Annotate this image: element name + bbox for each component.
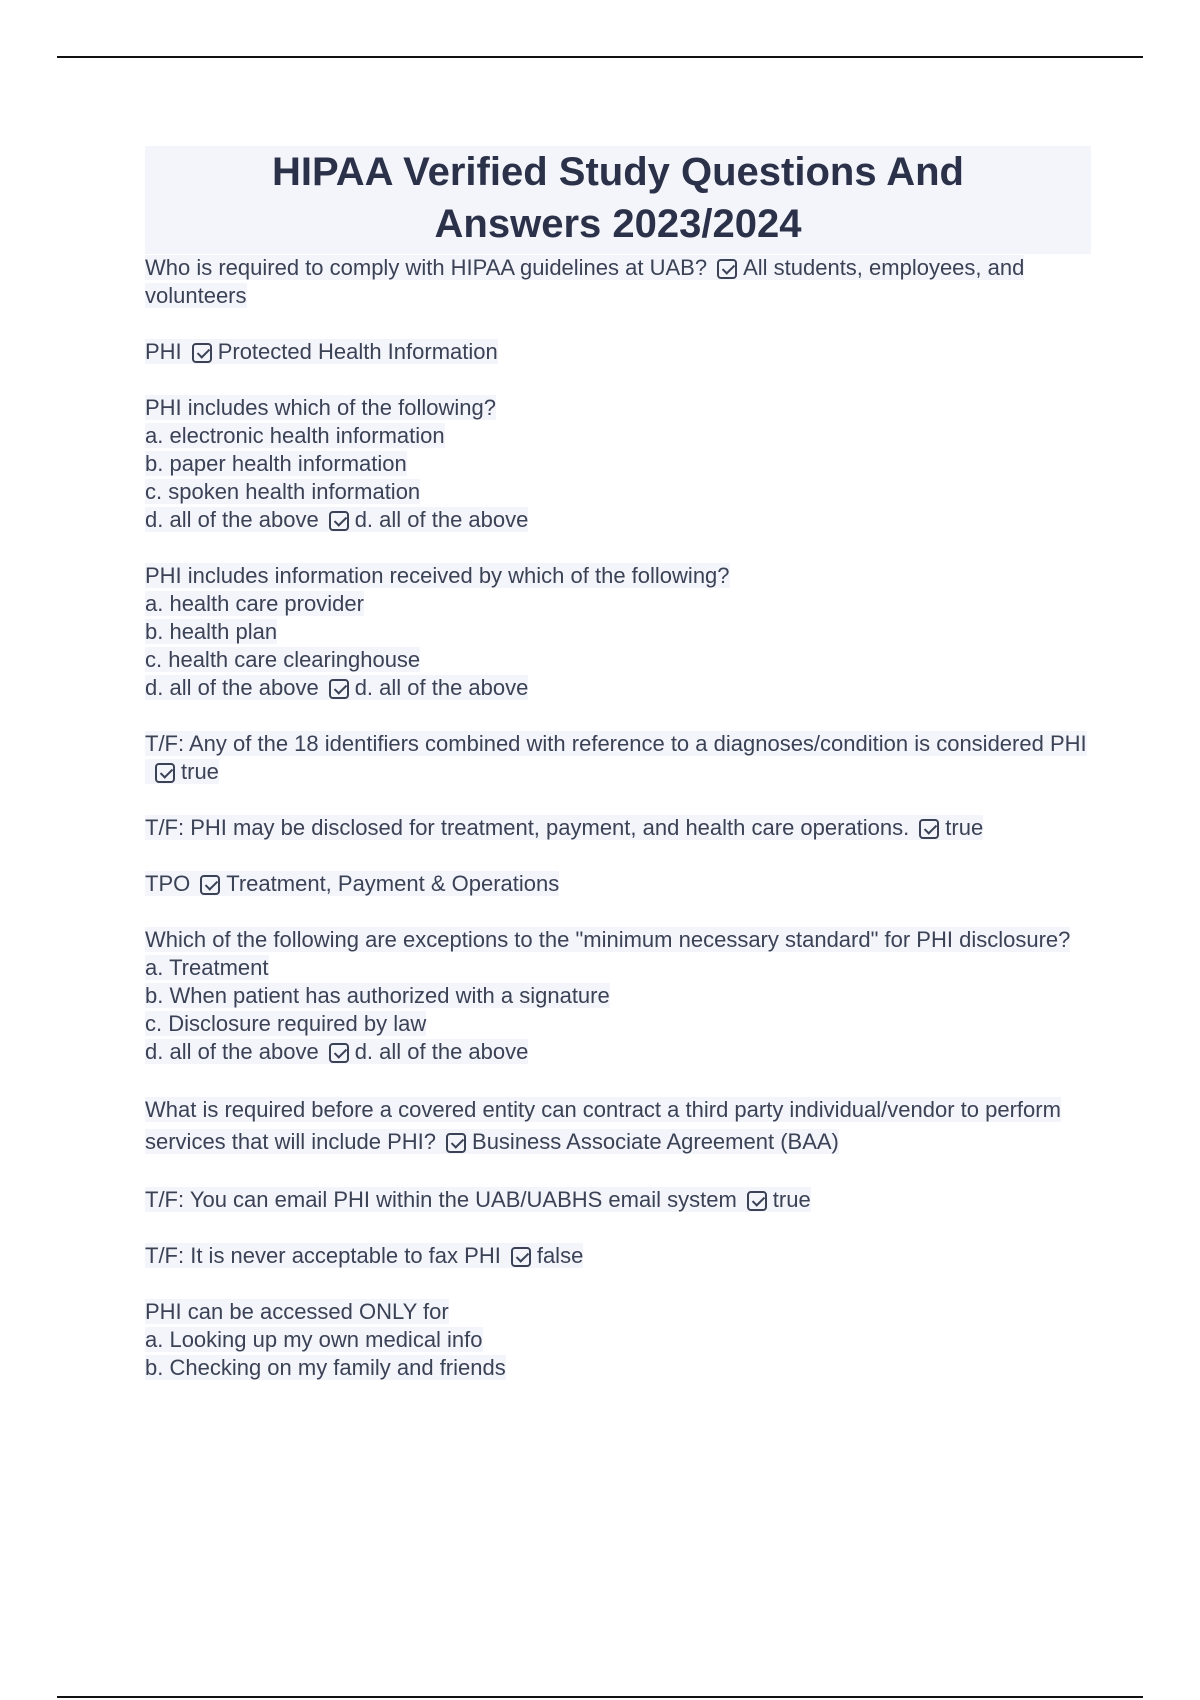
- question-text: PHI includes information received by which of the following?: [145, 563, 730, 588]
- checkbox-checked-icon: [329, 511, 349, 531]
- answer-text: true: [945, 815, 984, 840]
- question-text: T/F: You can email PHI within the UAB/UABHS email system: [145, 1187, 737, 1212]
- checkbox-checked-icon: [329, 1043, 349, 1063]
- checkbox-checked-icon: [192, 343, 212, 363]
- title-line-2: Answers 2023/2024: [434, 202, 802, 246]
- option-text: b. Checking on my family and friends: [145, 1355, 506, 1380]
- option-text: c. spoken health information: [145, 479, 421, 504]
- checkbox-checked-icon: [329, 679, 349, 699]
- answer-text: true: [181, 759, 219, 784]
- question-text: T/F: It is never acceptable to fax PHI: [145, 1243, 501, 1268]
- option-text: d. all of the above: [145, 675, 319, 700]
- checkbox-checked-icon: [155, 763, 175, 783]
- option-text: b. health plan: [145, 619, 278, 644]
- answer-text: false: [536, 1243, 584, 1268]
- qa-item: [145, 254, 1091, 310]
- qa-item: [145, 1298, 1091, 1382]
- qa-item: [145, 338, 1091, 366]
- option-text: a. health care provider: [145, 591, 364, 616]
- option-text: b. When patient has authorized with a signature: [145, 983, 610, 1008]
- question-text: TPO: [145, 871, 191, 896]
- page-bottom-rule: [57, 1696, 1143, 1698]
- option-text: d. all of the above: [145, 507, 319, 532]
- option-text: d. all of the above: [145, 1039, 319, 1064]
- checkbox-checked-icon: [747, 1191, 767, 1211]
- question-text: PHI can be accessed ONLY for: [145, 1299, 449, 1324]
- answer-text: All students, employees, and volunteers: [145, 255, 1025, 308]
- checkbox-checked-icon: [919, 819, 939, 839]
- option-text: a. electronic health information: [145, 423, 445, 448]
- qa-item: [145, 1186, 1091, 1214]
- answer-text: d. all of the above: [354, 675, 529, 700]
- checkbox-checked-icon: [511, 1247, 531, 1267]
- document-body: [145, 146, 1091, 1410]
- qa-item: [145, 870, 1091, 898]
- checkbox-checked-icon: [200, 875, 220, 895]
- page-top-rule: [57, 56, 1143, 58]
- checkbox-checked-icon: [446, 1133, 466, 1153]
- question-text: Which of the following are exceptions to the "minimum necessary standard" for PHI disclosure?: [145, 927, 1071, 952]
- qa-item: [145, 730, 1091, 786]
- answer-text: Business Associate Agreement (BAA): [472, 1129, 839, 1154]
- question-text: Who is required to comply with HIPAA guidelines at UAB?: [145, 255, 708, 280]
- qa-item: [145, 394, 1091, 534]
- option-text: a. Treatment: [145, 955, 269, 980]
- question-text: T/F: PHI may be disclosed for treatment, payment, and health care operations.: [145, 815, 910, 840]
- qa-item: [145, 1094, 1091, 1158]
- option-text: b. paper health information: [145, 451, 407, 476]
- question-text: What is required before a covered entity can contract a third party individual/vendor to perform services that will include PHI?: [145, 1097, 1061, 1154]
- answer-text: Treatment, Payment & Operations: [226, 871, 560, 896]
- checkbox-checked-icon: [717, 259, 737, 279]
- answer-text: d. all of the above: [354, 507, 529, 532]
- question-text: PHI includes which of the following?: [145, 395, 496, 420]
- option-text: c. health care clearinghouse: [145, 647, 421, 672]
- answer-text: d. all of the above: [354, 1039, 529, 1064]
- answer-text: Protected Health Information: [217, 339, 498, 364]
- qa-item: [145, 926, 1091, 1066]
- answer-text: true: [772, 1187, 811, 1212]
- option-text: c. Disclosure required by law: [145, 1011, 427, 1036]
- qa-item: [145, 562, 1091, 702]
- option-text: a. Looking up my own medical info: [145, 1327, 483, 1352]
- qa-item: [145, 1242, 1091, 1270]
- title-line-1: HIPAA Verified Study Questions And: [272, 150, 964, 194]
- question-text: T/F: Any of the 18 identifiers combined with reference to a diagnoses/condition is considered PHI: [145, 731, 1087, 756]
- qa-item: [145, 814, 1091, 842]
- document-title: [145, 146, 1091, 254]
- question-text: PHI: [145, 339, 182, 364]
